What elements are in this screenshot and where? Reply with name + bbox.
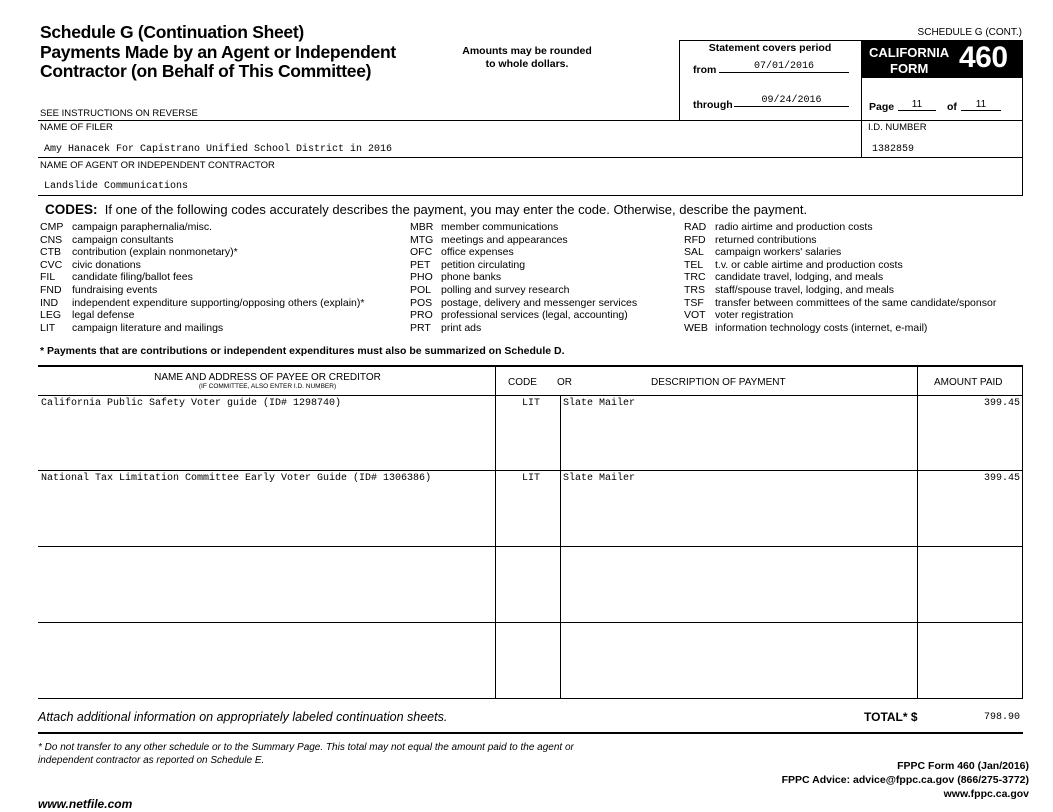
code-desc: meetings and appearances [441, 233, 568, 246]
code-desc: legal defense [72, 309, 135, 322]
code-abbr: CNS [40, 233, 63, 246]
code-row [40, 259, 364, 272]
table-col-divider-amount [917, 366, 918, 698]
code-abbr: PHO [410, 271, 433, 284]
col-header-amount: AMOUNT PAID [934, 377, 1003, 388]
code-desc: campaign workers' salaries [715, 246, 842, 259]
code-abbr: POL [410, 283, 432, 296]
fppc-contact-block [760, 759, 1029, 801]
code-row [410, 221, 637, 234]
netfile-link[interactable]: www.netfile.com [38, 797, 133, 811]
code-desc: campaign consultants [72, 233, 174, 246]
agent-bottom-rule [38, 195, 1023, 196]
code-desc: professional services (legal, accounting) [441, 309, 628, 322]
code-desc: polling and survey research [441, 283, 570, 296]
page-label: Page [869, 101, 895, 113]
code-row [684, 322, 996, 335]
through-date: 09/24/2016 [734, 95, 849, 107]
col-header-payee-text: NAME AND ADDRESS OF PAYEE OR CREDITOR [154, 372, 381, 383]
code-abbr: FIL [40, 271, 56, 284]
code-abbr: MTG [410, 233, 434, 246]
code-abbr: OFC [410, 246, 433, 259]
total-bottom-rule [38, 732, 1023, 734]
row-1-description: Slate Mailer [563, 398, 636, 409]
table-bottom-rule [38, 698, 1023, 699]
code-row [40, 221, 364, 234]
code-row [684, 271, 996, 284]
code-row [40, 322, 364, 335]
code-row [410, 309, 637, 322]
table-row-rule [38, 546, 1023, 547]
table-header-rule [38, 395, 1023, 396]
code-desc: phone banks [441, 271, 502, 284]
code-desc: contribution (explain nonmonetary)* [72, 246, 238, 259]
table-col-divider-code [495, 366, 496, 698]
code-row [684, 246, 996, 259]
title-line-2: Payments Made by an Agent or Independent [40, 41, 396, 62]
code-desc: radio airtime and production costs [715, 221, 873, 233]
row-1-amount: 399.45 [983, 398, 1020, 409]
code-row [684, 259, 996, 272]
code-desc: voter registration [715, 309, 794, 322]
code-row [684, 284, 996, 297]
code-abbr: TRS [684, 283, 705, 296]
transfer-note-line-1: * Do not transfer to any other schedule or to the Summary Page. This total may not equal the amount paid to the agent or [38, 742, 574, 753]
table-row-rule [38, 470, 1023, 471]
code-row [684, 309, 996, 322]
code-abbr: POS [410, 296, 433, 309]
code-row [684, 221, 996, 234]
rounding-note-line-2: to whole dollars. [485, 58, 569, 70]
from-label: from [693, 64, 717, 76]
table-top-rule [38, 365, 1023, 367]
code-row [410, 246, 637, 259]
code-row [684, 234, 996, 247]
code-row [40, 271, 364, 284]
statement-period-label: Statement covers period [708, 42, 832, 54]
agent-value: Landslide Communications [44, 181, 189, 192]
schedule-cont-label: SCHEDULE G (CONT.) [917, 27, 1022, 38]
code-row [40, 246, 364, 259]
codes-instruction-text: If one of the following codes accurately describes the payment, you may enter the code. Otherwise, describe the payment. [104, 202, 808, 217]
table-right-border [1022, 365, 1023, 698]
codes-column-1 [40, 221, 364, 334]
row-2-amount: 399.45 [983, 473, 1020, 484]
code-desc: candidate travel, lodging, and meals [715, 271, 884, 284]
code-desc: office expenses [441, 246, 514, 259]
col-header-payee-sub: (IF COMMITTEE, ALSO ENTER I.D. NUMBER) [198, 383, 337, 390]
title-line-1: Schedule G (Continuation Sheet) [40, 22, 304, 42]
code-abbr: CVC [40, 258, 63, 271]
of-label: of [947, 101, 957, 113]
code-desc: campaign literature and mailings [72, 321, 224, 334]
from-date: 07/01/2016 [719, 61, 849, 73]
code-abbr: PRT [410, 321, 431, 334]
code-row [410, 234, 637, 247]
code-row [410, 284, 637, 297]
code-abbr: CTB [40, 246, 61, 259]
code-desc: transfer between committees of the same candidate/sponsor [715, 296, 997, 309]
form-number: 460 [959, 41, 1008, 74]
row-1-code: LIT [522, 398, 541, 409]
rounding-note [452, 45, 602, 71]
right-border [1022, 40, 1023, 196]
code-desc: member communications [441, 221, 559, 233]
code-row [410, 297, 637, 310]
fppc-advice: FPPC Advice: advice@fppc.ca.gov (866/275-3772) [781, 774, 1029, 786]
page-number: 11 [898, 99, 936, 111]
row-2-payee: National Tax Limitation Committee Early Voter Guide (ID# 1306386) [41, 473, 432, 484]
codes-footnote: * Payments that are contributions or independent expenditures must also be summarized on Schedule D. [40, 345, 565, 357]
code-abbr: TRC [684, 271, 706, 284]
col-header-code: CODE [508, 377, 537, 388]
code-abbr: PRO [410, 309, 433, 322]
code-row [410, 271, 637, 284]
see-instructions: SEE INSTRUCTIONS ON REVERSE [40, 108, 198, 119]
rounding-note-line-1: Amounts may be rounded [462, 45, 592, 57]
code-abbr: TEL [684, 258, 704, 271]
code-desc: returned contributions [715, 233, 817, 246]
col-header-description: DESCRIPTION OF PAYMENT [651, 377, 786, 388]
code-desc: candidate filing/ballot fees [72, 271, 193, 284]
agent-top-rule [38, 157, 1023, 158]
id-divider [861, 78, 862, 158]
code-abbr: CMP [40, 221, 64, 233]
code-row [40, 234, 364, 247]
row-2-description: Slate Mailer [563, 473, 636, 484]
form-badge-line-2: FORM [890, 61, 929, 76]
id-number-label: I.D. NUMBER [868, 122, 927, 133]
code-abbr: RFD [684, 233, 706, 246]
code-desc: petition circulating [441, 258, 526, 271]
form-version: FPPC Form 460 (Jan/2016) [897, 760, 1029, 772]
filer-top-rule [38, 120, 1023, 121]
transfer-note-line-2: independent contractor as reported on Schedule E. [38, 755, 265, 766]
page-total: 11 [961, 99, 1001, 111]
code-abbr: WEB [684, 321, 708, 334]
codes-column-2 [410, 221, 637, 334]
filer-name-label: NAME OF FILER [40, 122, 113, 133]
code-abbr: MBR [410, 221, 434, 233]
code-row [40, 309, 364, 322]
col-header-or: OR [557, 377, 572, 388]
transfer-note [38, 741, 574, 767]
id-number-value: 1382859 [872, 144, 915, 155]
code-row [40, 297, 364, 310]
code-desc: postage, delivery and messenger services [441, 296, 638, 309]
code-abbr: FND [40, 283, 62, 296]
code-desc: fundraising events [72, 283, 158, 296]
total-amount: 798.90 [983, 712, 1020, 723]
code-desc: campaign paraphernalia/misc. [72, 221, 213, 233]
through-label: through [693, 99, 733, 111]
code-abbr: VOT [684, 309, 706, 322]
code-abbr: LEG [40, 309, 62, 322]
code-row [684, 297, 996, 310]
code-abbr: TSF [684, 296, 704, 309]
fppc-website[interactable]: www.fppc.ca.gov [943, 788, 1029, 800]
code-row [410, 259, 637, 272]
row-1-payee: California Public Safety Voter guide (ID# 1298740) [41, 398, 342, 409]
attach-note: Attach additional information on appropriately labeled continuation sheets. [38, 710, 448, 724]
row-2-code: LIT [522, 473, 541, 484]
code-abbr: IND [40, 296, 59, 309]
codes-instruction [45, 202, 807, 217]
code-desc: staff/spouse travel, lodging, and meals [715, 283, 894, 296]
total-label: TOTAL* $ [864, 710, 918, 724]
code-desc: t.v. or cable airtime and production costs [715, 258, 903, 271]
code-row [410, 322, 637, 335]
title-line-3: Contractor (on Behalf of This Committee) [40, 61, 372, 81]
form-460-badge [861, 40, 1022, 78]
code-desc: independent expenditure supporting/opposing others (explain)* [72, 296, 365, 309]
code-abbr: RAD [684, 221, 707, 233]
code-abbr: LIT [40, 321, 56, 334]
code-abbr: PET [410, 258, 431, 271]
page-title [40, 23, 396, 82]
col-header-payee [40, 372, 495, 390]
table-row-rule [38, 622, 1023, 623]
code-row [40, 284, 364, 297]
agent-label: NAME OF AGENT OR INDEPENDENT CONTRACTOR [40, 160, 275, 171]
table-col-divider-desc [560, 396, 561, 698]
code-desc: civic donations [72, 258, 141, 271]
code-abbr: SAL [684, 246, 704, 259]
codes-heading: CODES: [45, 202, 98, 217]
code-desc: print ads [441, 321, 482, 334]
codes-column-3 [684, 221, 996, 334]
filer-name-value: Amy Hanacek For Capistrano Unified School District in 2016 [44, 144, 393, 155]
form-badge-line-1: CALIFORNIA [869, 45, 950, 60]
code-desc: information technology costs (internet, e-mail) [715, 321, 928, 334]
